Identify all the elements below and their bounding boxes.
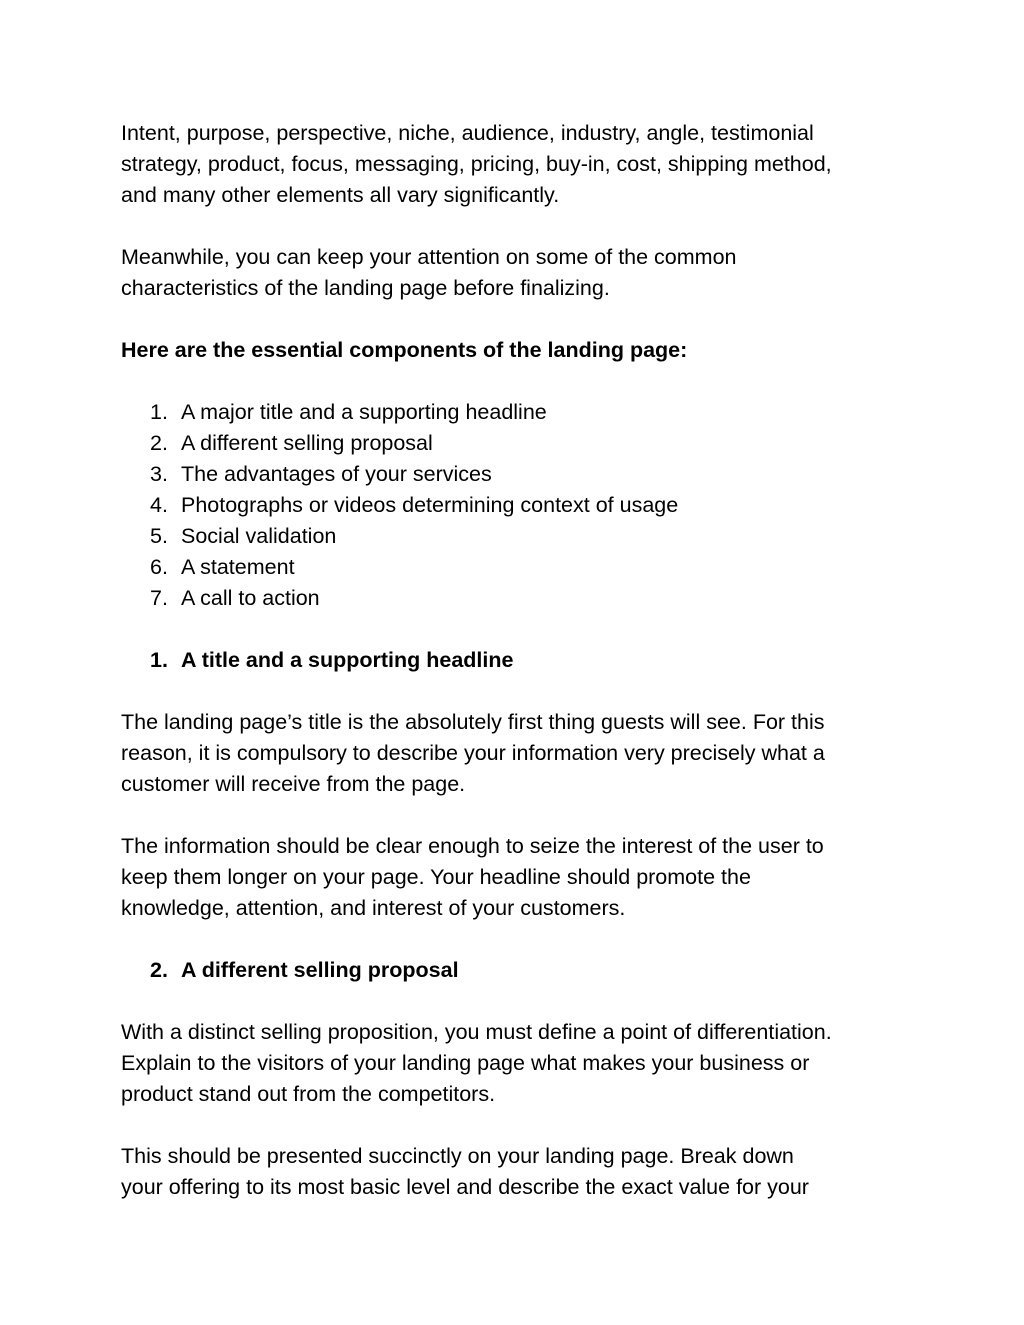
text-line: The information should be clear enough to seize the interest of the user to (121, 834, 824, 858)
text-line: Intent, purpose, perspective, niche, audience, industry, angle, testimonial (121, 121, 814, 145)
list-item (121, 397, 921, 428)
list-number: 6. (150, 555, 168, 579)
section-number: 1. (150, 648, 168, 672)
list-number: 4. (150, 493, 168, 517)
list-number: 2. (150, 431, 168, 455)
text-line: Explain to the visitors of your landing page what makes your business or (121, 1051, 810, 1075)
list-item (121, 490, 921, 521)
list-text: Social validation (181, 524, 337, 548)
document-page (121, 118, 921, 1203)
section-heading-selling (121, 955, 921, 986)
components-list (121, 397, 921, 614)
list-text: A major title and a supporting headline (181, 400, 547, 424)
paragraph-intro (121, 118, 921, 211)
list-text: The advantages of your services (181, 462, 492, 486)
text-line: knowledge, attention, and interest of your customers. (121, 896, 626, 920)
list-text: A statement (181, 555, 295, 579)
text-line: your offering to its most basic level and describe the exact value for your (121, 1175, 809, 1199)
list-item (121, 428, 921, 459)
text-line: Meanwhile, you can keep your attention on some of the common (121, 245, 737, 269)
paragraph-title-2 (121, 831, 921, 924)
text-line: customer will receive from the page. (121, 772, 466, 796)
text-line: product stand out from the competitors. (121, 1082, 496, 1106)
list-item (121, 583, 921, 614)
paragraph-selling-1 (121, 1017, 921, 1110)
text-line: and many other elements all vary significantly. (121, 183, 560, 207)
components-heading: Here are the essential components of the landing page: (121, 338, 688, 362)
paragraph-title-1 (121, 707, 921, 800)
text-line: keep them longer on your page. Your headline should promote the (121, 865, 751, 889)
list-number: 1. (150, 400, 168, 424)
text-line: characteristics of the landing page before finalizing. (121, 276, 610, 300)
text-line: strategy, product, focus, messaging, pricing, buy-in, cost, shipping method, (121, 152, 832, 176)
text-line: reason, it is compulsory to describe your information very precisely what a (121, 741, 825, 765)
list-item (121, 459, 921, 490)
text-line: The landing page’s title is the absolutely first thing guests will see. For this (121, 710, 825, 734)
list-item (121, 552, 921, 583)
list-number: 3. (150, 462, 168, 486)
list-number: 7. (150, 586, 168, 610)
section-number: 2. (150, 958, 168, 982)
section-heading-text: A different selling proposal (181, 958, 459, 982)
text-line: This should be presented succinctly on your landing page. Break down (121, 1144, 794, 1168)
section-heading-text: A title and a supporting headline (181, 648, 514, 672)
list-text: Photographs or videos determining context of usage (181, 493, 679, 517)
section-heading-title (121, 645, 921, 676)
paragraph-meanwhile (121, 242, 921, 304)
text-line: With a distinct selling proposition, you must define a point of differentiation. (121, 1020, 832, 1044)
paragraph-selling-2 (121, 1141, 921, 1203)
list-text: A call to action (181, 586, 320, 610)
list-item (121, 521, 921, 552)
list-number: 5. (150, 524, 168, 548)
list-text: A different selling proposal (181, 431, 433, 455)
